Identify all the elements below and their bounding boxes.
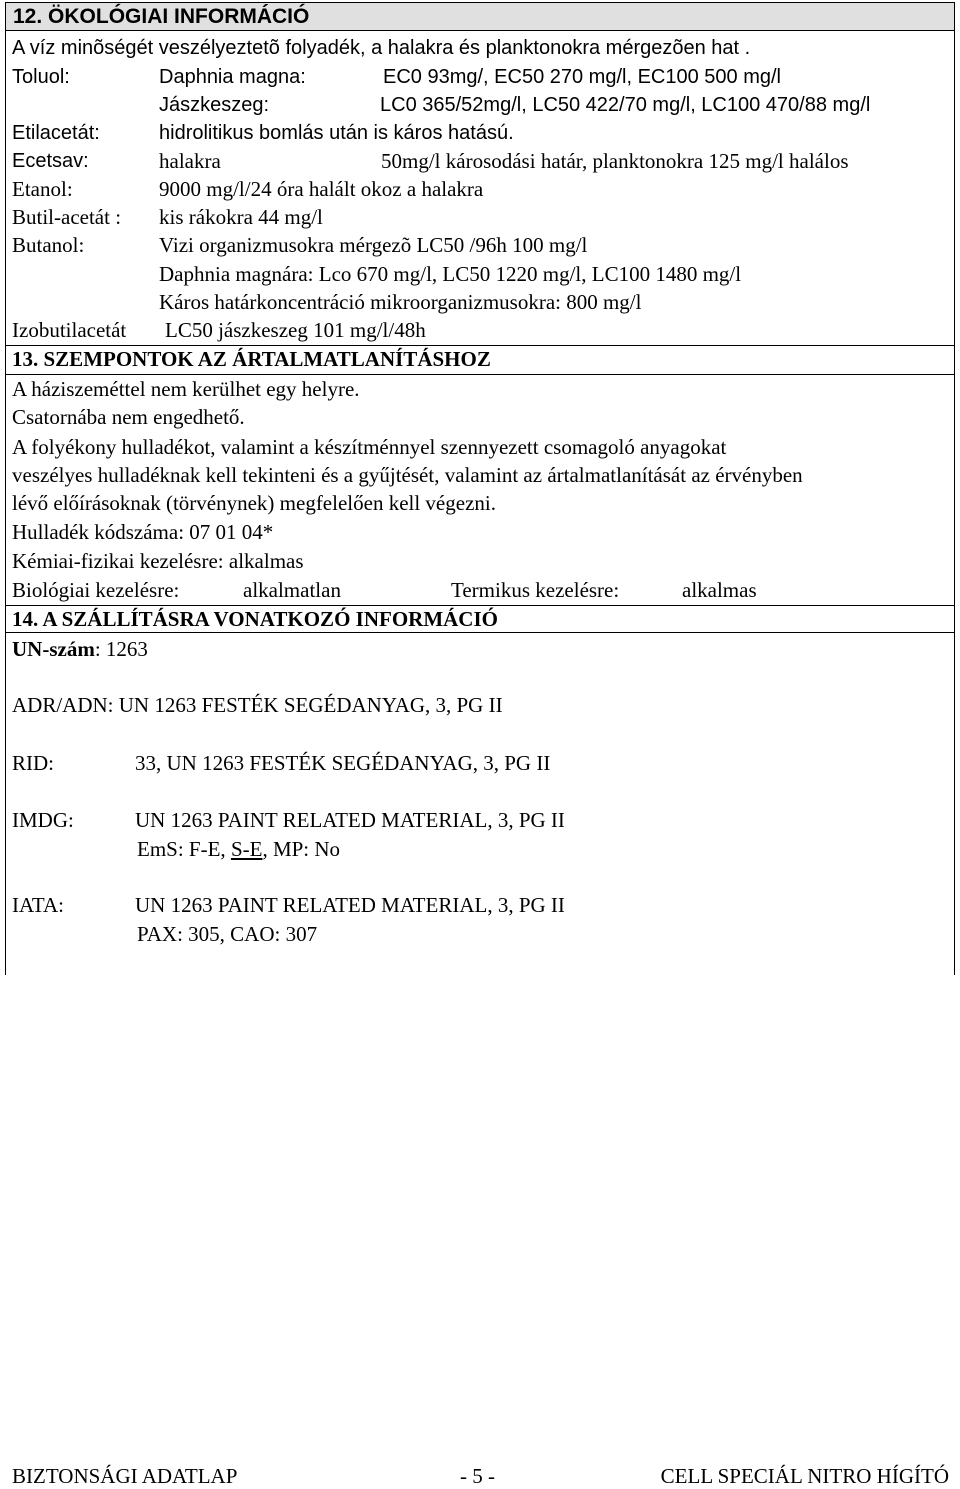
toluol-label: Toluol: bbox=[12, 66, 70, 88]
section-13-line-2: Csatornába nem engedhető. bbox=[12, 405, 245, 429]
thermal-treatment-value: alkalmas bbox=[682, 578, 757, 602]
toluol-value-2: LC0 365/52mg/l, LC50 422/70 mg/l, LC100 470/88 mg/l bbox=[380, 94, 871, 116]
adr-adn-line: ADR/ADN: UN 1263 FESTÉK SEGÉDANYAG, 3, PG II bbox=[12, 693, 503, 717]
imdg-ems-prefix: EmS: F-E, bbox=[137, 837, 231, 861]
section-12-header bbox=[5, 2, 955, 31]
section-13-paragraph-3: lévő előírásoknak (törvénynek) megfelelően kell végezni. bbox=[12, 491, 496, 515]
bio-treatment-value: alkalmatlan bbox=[243, 578, 341, 602]
waste-code: Hulladék kódszáma: 07 01 04* bbox=[12, 520, 274, 544]
ecetsav-test: halakra bbox=[159, 149, 221, 173]
footer-right: CELL SPECIÁL NITRO HÍGÍTÓ bbox=[660, 1464, 949, 1488]
ecetsav-label: Ecetsav: bbox=[12, 150, 89, 172]
iata-value-1: UN 1263 PAINT RELATED MATERIAL, 3, PG II bbox=[135, 893, 565, 917]
imdg-ems bbox=[137, 837, 340, 861]
imdg-ems-suffix: , MP: No bbox=[262, 837, 341, 861]
section-13-paragraph-1: A folyékony hulladékot, valamint a készítménnyel szennyezett csomagoló anyagokat bbox=[12, 435, 727, 459]
section-13-paragraph-2: veszélyes hulladéknak kell tekinteni és a gyűjtését, valamint az ártalmatlanítását az érvényben bbox=[12, 463, 803, 487]
butilacetat-label: Butil-acetát : bbox=[12, 205, 122, 229]
footer-left: BIZTONSÁGI ADATLAP bbox=[12, 1464, 238, 1488]
iata-label: IATA: bbox=[12, 893, 64, 917]
butilacetat-value: kis rákokra 44 mg/l bbox=[159, 205, 323, 229]
imdg-value-1: UN 1263 PAINT RELATED MATERIAL, 3, PG II bbox=[135, 808, 565, 832]
etanol-value: 9000 mg/l/24 óra halált okoz a halakra bbox=[159, 177, 484, 201]
etilacetat-label: Etilacetát: bbox=[12, 122, 100, 144]
etanol-label: Etanol: bbox=[12, 177, 73, 201]
section-14-header-rule bbox=[5, 632, 955, 633]
butanol-label: Butanol: bbox=[12, 233, 85, 257]
section-13-title: 13. SZEMPONTOK AZ ÁRTALMATLANÍTÁSHOZ bbox=[12, 347, 491, 371]
bio-treatment-label: Biológiai kezelésre: bbox=[12, 578, 180, 602]
un-number-value: : 1263 bbox=[94, 637, 148, 661]
thermal-treatment-label: Termikus kezelésre: bbox=[451, 578, 620, 602]
section-13-header-rule bbox=[5, 374, 955, 375]
un-number bbox=[12, 637, 148, 661]
toluol-test-1: Daphnia magna: bbox=[159, 66, 306, 88]
section-14-title: 14. A SZÁLLÍTÁSRA VONATKOZÓ INFORMÁCIÓ bbox=[12, 607, 498, 631]
ecetsav-value: 50mg/l károsodási határ, planktonokra 125 mg/l halálos bbox=[381, 149, 849, 173]
section-12-intro: A víz minõségét veszélyeztetõ folyadék, a halakra és planktonokra mérgezõen hat . bbox=[12, 37, 751, 59]
rid-label: RID: bbox=[12, 751, 54, 775]
izobutilacetat-value: LC50 jászkeszeg 101 mg/l/48h bbox=[165, 318, 426, 342]
section-12-title: 12. ÖKOLÓGIAI INFORMÁCIÓ bbox=[13, 5, 310, 28]
izobutilacetat-label: Izobutilacetát bbox=[12, 318, 127, 342]
toluol-value-1: EC0 93mg/, EC50 270 mg/l, EC100 500 mg/l bbox=[383, 66, 781, 88]
butanol-value-1: Vizi organizmusokra mérgezõ LC50 /96h 100 mg/l bbox=[159, 233, 588, 257]
section-13-line-1: A háziszeméttel nem kerülhet egy helyre. bbox=[12, 377, 360, 401]
chem-phys-treatment: Kémiai-fizikai kezelésre: alkalmas bbox=[12, 549, 304, 573]
footer-page-number: - 5 - bbox=[460, 1464, 495, 1488]
butanol-value-3: Káros határkoncentráció mikroorganizmusokra: 800 mg/l bbox=[159, 290, 642, 314]
etilacetat-value: hidrolitikus bomlás után is káros hatású. bbox=[159, 122, 514, 144]
iata-value-2: PAX: 305, CAO: 307 bbox=[137, 922, 318, 946]
toluol-test-2: Jászkeszeg: bbox=[159, 94, 270, 116]
imdg-label: IMDG: bbox=[12, 808, 74, 832]
butanol-value-2: Daphnia magnára: Lco 670 mg/l, LC50 1220 mg/l, LC100 1480 mg/l bbox=[159, 262, 742, 286]
imdg-ems-underlined: S-E bbox=[230, 837, 263, 861]
rid-value: 33, UN 1263 FESTÉK SEGÉDANYAG, 3, PG II bbox=[135, 751, 551, 775]
un-number-label: UN-szám bbox=[12, 637, 95, 661]
